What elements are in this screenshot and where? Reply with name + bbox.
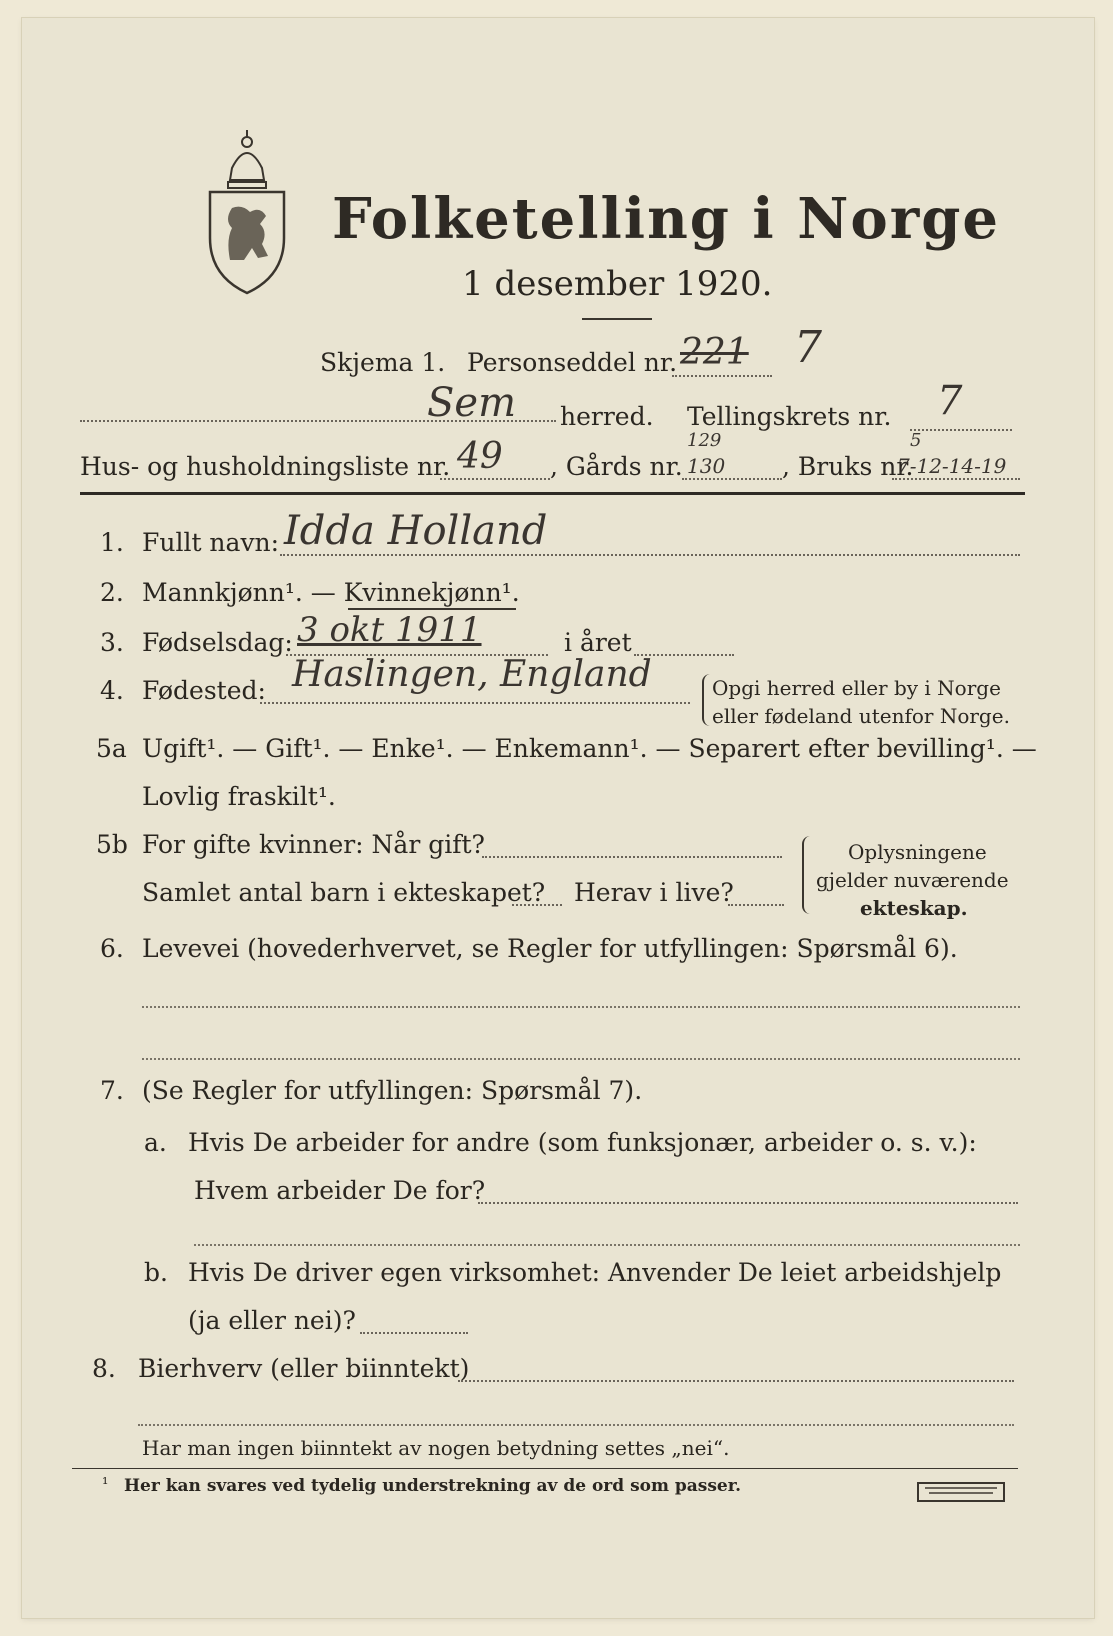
q3-suffix: i året [564,628,632,657]
q7b-line-1: Hvis De driver egen virksomhet: Anvender De leiet arbeidshjelp [188,1258,1002,1287]
q8-label: Bierhverv (eller biinntekt) [138,1354,470,1383]
q4-label: Fødested: [142,676,266,705]
q3-label: Fødselsdag: [142,628,293,657]
q7a-line-1: Hvis De arbeider for andre (som funksjonær, arbeider o. s. v.): [188,1128,977,1157]
q8-dots [458,1380,1014,1382]
q8-line-extra [138,1424,1014,1426]
q6-label: Levevei (hovederhvervet, se Regler for utfyllingen: Spørsmål 6). [142,934,958,963]
q5b-line-2b: Herav i live? [574,878,734,907]
page-title: Folketelling i Norge [332,186,1001,252]
q4-value: Haslingen, England [292,654,652,695]
q1-number: 1. [100,528,124,557]
title-underline [582,318,652,320]
bruks-dots [892,478,1020,480]
q5b-note-2: gjelder nuværende [816,868,1009,892]
q1-dots [280,554,1020,556]
q7a-dots [478,1202,1018,1204]
q5b-line-1: For gifte kvinner: Når gift? [142,830,485,859]
bruks-value: 7-12-14-19 [897,454,1007,478]
tellingskrets-label: Tellingskrets nr. [687,402,892,431]
footer-note: Har man ingen biinntekt av nogen betydning settes „nei“. [142,1436,730,1460]
personseddel-value: 221 [680,332,749,373]
personseddel-dots [672,375,772,377]
gards-dots [682,478,782,480]
q6-line-2 [142,1058,1020,1060]
q5b-line-2a: Samlet antal barn i ekteskapet? [142,878,546,907]
q5b-note-1: Oplysningene [848,840,987,864]
q7-label: (Se Regler for utfyllingen: Spørsmål 7). [142,1076,643,1105]
q2-label: Mannkjønn¹. — Kvinnekjønn¹. [142,578,520,607]
q7b-dots [360,1332,468,1334]
q1-label: Fullt navn: [142,528,280,557]
q5b-barn-dots [512,904,562,906]
q3-number: 3. [100,628,124,657]
q1-value: Idda Holland [284,508,548,554]
tellingskrets-value: 7 [937,378,963,424]
q4-brace [702,674,710,726]
q5a-line-2: Lovlig fraskilt¹. [142,782,336,811]
q5b-gift-dots [482,856,782,858]
footnote-divider [72,1468,1018,1469]
header-divider [80,492,1025,495]
tellingskrets-dots [910,429,1012,431]
q4-note-1: Opgi herred eller by i Norge [712,676,1001,700]
q7b-number: b. [144,1258,168,1287]
q3-value: 3 okt 1911 [297,610,482,650]
hus-dots [440,478,550,480]
coat-of-arms-icon [202,128,292,298]
q7a-line-extra [194,1244,1020,1246]
q5a-line-1: Ugift¹. — Gift¹. — Enke¹. — Enkemann¹. — Separert efter bevilling¹. — [142,734,1037,763]
q5b-live-dots [728,904,784,906]
gards-value: 130 [687,454,726,478]
census-date: 1 desember 1920. [462,264,773,304]
q5b-brace [802,836,810,914]
q5a-number: 5a [96,734,127,763]
herred-value: Sem [427,380,517,426]
q7b-line-2: (ja eller nei)? [188,1306,356,1335]
q6-line-1 [142,1006,1020,1008]
q7a-number: a. [144,1128,167,1157]
q4-number: 4. [100,676,124,705]
q5b-note-3: ekteskap. [860,896,968,920]
herred-label: herred. [560,402,654,431]
q4-note-2: eller fødeland utenfor Norge. [712,704,1010,728]
hus-value: 49 [457,436,503,477]
schema-label: Skjema 1. [320,348,446,377]
gards-value-top: 129 [687,430,722,451]
hus-label: Hus- og husholdningsliste nr. [80,452,451,481]
q5b-number: 5b [96,830,128,859]
bruks-label: , Bruks nr. [782,452,914,481]
bruks-value-top: 5 [910,430,922,451]
q7-number: 7. [100,1076,124,1105]
q4-dots [260,702,690,704]
printer-stamp-icon [917,1482,1005,1502]
census-form [22,18,1094,1618]
footnote-text: Her kan svares ved tydelig understrekning av de ord som passer. [124,1476,742,1496]
q7a-line-2: Hvem arbeider De for? [194,1176,486,1205]
q2-number: 2. [100,578,124,607]
footnote-mark: ¹ [102,1474,109,1493]
q8-number: 8. [92,1354,116,1383]
personseddel-label: Personseddel nr. [467,348,678,377]
q6-number: 6. [100,934,124,963]
gards-label: , Gårds nr. [550,452,683,481]
personseddel-extra: 7 [794,322,822,373]
